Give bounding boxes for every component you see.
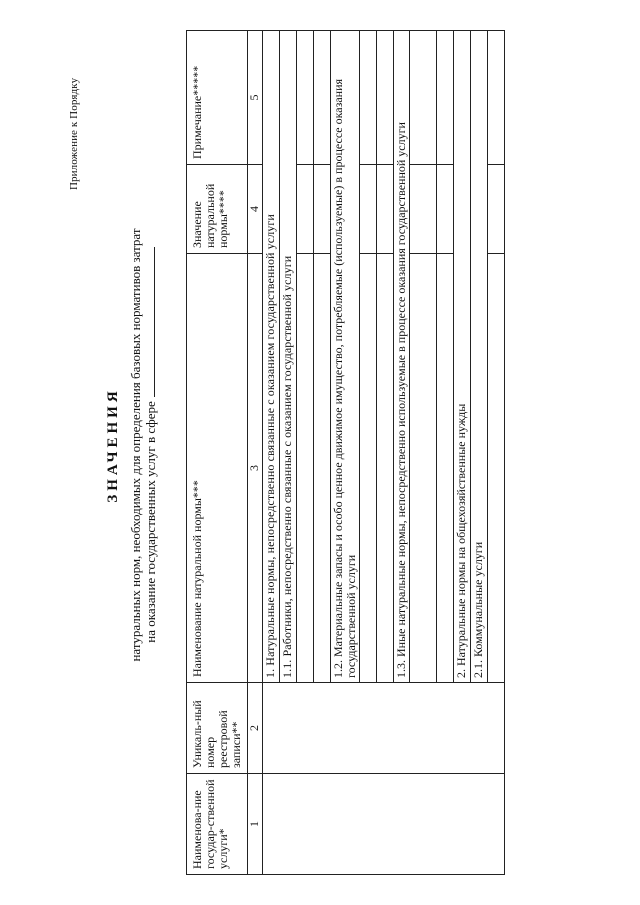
norm-value-cell[interactable] <box>360 165 377 254</box>
col-number-4: 4 <box>248 165 263 254</box>
col-number-3: 3 <box>248 254 263 683</box>
subtitle-line-2-text: на оказание государственных услуг в сфере <box>143 401 158 643</box>
norm-value-cell[interactable] <box>377 165 394 254</box>
header-norm-name: Наименование натуральной нормы*** <box>187 254 248 683</box>
header-row <box>187 31 248 875</box>
norm-value-cell[interactable] <box>314 165 331 254</box>
header-registry-number: Уникаль-ный номер реестровой записи** <box>187 683 248 774</box>
header-norm-value: Значение натуральной нормы**** <box>187 165 248 254</box>
appendix-label: Приложение к Порядку <box>68 77 80 190</box>
col-number-1: 1 <box>248 774 263 875</box>
subsection-1-2-title: 1.2. Материальные запасы и особо ценное движимое имущество, потребляемые (используемые) в процессе оказания государственной услуги <box>331 31 360 683</box>
registry-number-cell[interactable] <box>263 683 505 774</box>
norm-name-cell[interactable] <box>437 254 454 683</box>
subsection-1-1-title: 1.1. Работники, непосредственно связанные с оказанием государственной услуги <box>280 31 297 683</box>
subsection-1-3-title: 1.3. Иные натуральные нормы, непосредственно используемые в процессе оказания государственной услуги <box>394 31 410 683</box>
sphere-blank-line <box>143 247 155 397</box>
col-number-5: 5 <box>248 31 263 165</box>
norm-name-cell[interactable] <box>314 254 331 683</box>
title-block <box>105 115 158 775</box>
norm-value-cell[interactable] <box>410 165 437 254</box>
note-cell[interactable] <box>314 31 331 165</box>
subtitle-line-1: натуральных норм, необходимых для определения базовых нормативов затрат <box>128 228 143 662</box>
column-numbers-row <box>248 31 263 875</box>
note-cell[interactable] <box>410 31 437 165</box>
norm-name-cell[interactable] <box>360 254 377 683</box>
norm-value-cell[interactable] <box>297 165 314 254</box>
norm-name-cell[interactable] <box>488 254 505 683</box>
subtitle-line-2 <box>143 115 158 775</box>
note-cell[interactable] <box>437 31 454 165</box>
service-name-cell[interactable] <box>263 774 505 875</box>
norm-name-cell[interactable] <box>377 254 394 683</box>
section-1-title: 1. Натуральные нормы, непосредственно связанные с оказанием государственной услуги <box>263 31 280 683</box>
subsection-2-1-title: 2.1. Коммунальные услуги <box>471 31 488 683</box>
norm-value-cell[interactable] <box>437 165 454 254</box>
header-service-name: Наименова-ние государ-ственной услуги* <box>187 774 248 875</box>
note-cell[interactable] <box>360 31 377 165</box>
col-number-2: 2 <box>248 683 263 774</box>
norm-value-cell[interactable] <box>488 165 505 254</box>
note-cell[interactable] <box>297 31 314 165</box>
note-cell[interactable] <box>488 31 505 165</box>
norm-name-cell[interactable] <box>297 254 314 683</box>
table-row <box>263 31 280 875</box>
header-note: Примечание***** <box>187 31 248 165</box>
norms-table <box>186 30 505 875</box>
page-title: ЗНАЧЕНИЯ <box>105 387 121 503</box>
section-2-title: 2. Натуральные нормы на общехозяйственные нужды <box>454 31 471 683</box>
note-cell[interactable] <box>377 31 394 165</box>
norm-name-cell[interactable] <box>410 254 437 683</box>
